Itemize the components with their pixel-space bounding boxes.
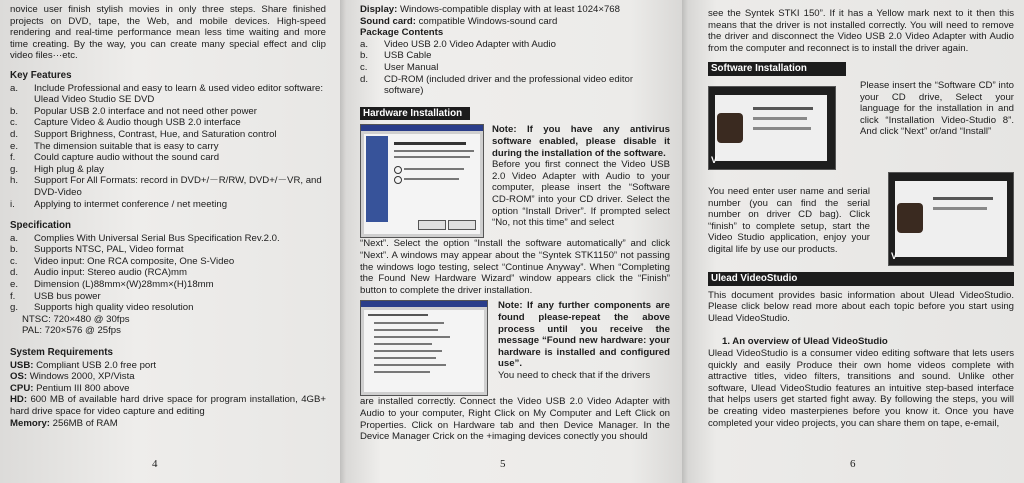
- device-manager-text: are installed correctly. Connect the Video USB 2.0 Video Adapter with Audio to your computer, Right Click on My Computer and Left Click on Properties. Click on Hardware tab and then Device Manager. In the Device Manager Crick on the +imaging devices conectly you should: [360, 396, 670, 443]
- list-item-text: Video USB 2.0 Video Adapter with Audio: [384, 38, 556, 50]
- specification-item: [10, 291, 326, 303]
- package-contents-heading: Package Contents: [360, 27, 444, 39]
- software-installation-heading: Software Installation: [708, 62, 846, 76]
- req-os: OS: Windows 2000, XP/Vista: [10, 371, 135, 383]
- key-feature-item: [10, 117, 326, 129]
- specification-item: [10, 302, 326, 314]
- list-marker: c.: [10, 255, 18, 267]
- list-marker: i.: [10, 198, 15, 210]
- req-display: Display: Windows-compatible display with at least 1024×768: [360, 4, 620, 15]
- list-item-text: Capture Video & Audio though USB 2.0 interface: [34, 117, 241, 129]
- key-feature-item: [10, 175, 326, 198]
- list-item-text: CD-ROM (included driver and the professional video editor software): [384, 73, 634, 97]
- key-feature-item: [10, 129, 326, 141]
- key-feature-item: [10, 83, 326, 106]
- page-5: [340, 0, 682, 483]
- list-item-text: The dimension suitable that is easy to carry: [34, 140, 219, 152]
- key-feature-item: [10, 152, 326, 164]
- list-marker: d.: [10, 267, 19, 279]
- specification-item: [10, 279, 326, 291]
- key-feature-item: [10, 141, 326, 153]
- specification-item: [10, 267, 326, 279]
- list-marker: f.: [10, 152, 16, 164]
- serial-number-text: You need enter user name and serial number (you can find the serial number on driver CD bag). Click “finish” to complete setup, start the Video Studio application, enjoy your digital life by use our products.: [708, 185, 870, 255]
- list-item-text: Popular USB 2.0 interface and not need other power: [34, 105, 257, 117]
- list-marker: f.: [10, 290, 16, 302]
- further-components-note: Note: If any further components are found please-repeat the above process until you receive the message “Found new hardware: your hardware is installed and configured use”.: [498, 300, 670, 370]
- pal-resolution: PAL: 720×576 @ 25fps: [22, 325, 121, 337]
- ulead-intro-text: This document provides basic information about Ulead VideoStudio. Please click below read more about each topic before you start using Ulead VideoStudio.: [708, 289, 1014, 324]
- hardware-installation-heading: Hardware Installation: [360, 107, 470, 121]
- list-marker: a.: [360, 38, 369, 50]
- key-features-heading: Key Features: [10, 69, 72, 81]
- list-marker: g.: [10, 163, 19, 175]
- req-cpu: CPU: Pentium III 800 above: [10, 382, 130, 394]
- list-marker: b.: [10, 244, 19, 256]
- ntsc-resolution: NTSC: 720×480 @ 30fps: [22, 313, 130, 325]
- package-item: [360, 39, 670, 51]
- package-item: [360, 62, 670, 74]
- list-item-text: Support Brighness, Contrast, Hue, and Saturation control: [34, 128, 277, 140]
- req-sound-card: Sound card: compatible Windows-sound card: [360, 15, 558, 27]
- key-feature-item: [10, 164, 326, 176]
- install-cd-screenshot: V: [708, 86, 836, 170]
- specification-item: [10, 256, 326, 268]
- page-number: 6: [850, 458, 856, 471]
- list-marker: c.: [10, 117, 18, 129]
- setup-complete-screenshot: V: [888, 172, 1014, 266]
- list-marker: h.: [10, 175, 19, 187]
- list-item-text: Supports high quality video resolution: [34, 302, 194, 314]
- list-marker: c.: [360, 61, 368, 73]
- page-4: [0, 0, 340, 483]
- list-item-text: User Manual: [384, 61, 439, 73]
- list-item-text: Supports NTSC, PAL, Video format: [34, 244, 184, 256]
- list-item-text: USB bus power: [34, 290, 101, 302]
- package-item: [360, 74, 670, 97]
- list-marker: a.: [10, 232, 19, 244]
- list-item-text: Support For All Formats: record in DVD+/－R/RW, DVD+/－VR, and DVD-Video: [34, 175, 322, 198]
- specification-list: [10, 233, 326, 314]
- hardware-install-text: Before you first connect the Video USB 2.0 Video Adapter with Audio to your computer, please insert the “Software CD-ROM” into your CD driver. Select the option “Install Driver”. If prompted select “No, not this time” and select: [492, 159, 670, 229]
- intro-paragraph: novice user finish stylish movies in only three steps. Share finished projects on DVD, tape, the Web, and mobile devices. High-speed rendering and real-time performance mean less time waiting and more time creating. By the way, you can create many special effect and clip video files···etc.: [10, 4, 326, 62]
- list-marker: e.: [10, 140, 19, 152]
- hardware-install-continued: “Next”. Select the option “Install the software automatically” and click “Next”. A windows may appear about the “Syntek STK1150” not passing the windows logo testing, select “Continue Anyway”. When “Completing the Found New Hardware Wizard” window appears click the “Finish” button to complete the driver installation.: [360, 238, 670, 296]
- list-marker: e.: [10, 279, 19, 291]
- list-marker: b.: [10, 105, 19, 117]
- specification-item: [10, 233, 326, 245]
- key-feature-item: [10, 106, 326, 118]
- key-feature-item: [10, 199, 326, 211]
- req-hd: HD: 600 MB of available hard drive space for program installation, 4GB+ hard drive space for video capture and editing: [10, 394, 326, 417]
- list-item-text: Applying to intermet conference / net meeting: [34, 198, 228, 210]
- specification-heading: Specification: [10, 220, 71, 232]
- list-marker: a.: [10, 82, 19, 94]
- page-6: [682, 0, 1024, 483]
- list-marker: g.: [10, 302, 19, 314]
- list-marker: d.: [10, 128, 19, 140]
- check-drivers-text: You need to check that if the drivers: [498, 369, 651, 381]
- page-number: 4: [152, 458, 158, 471]
- key-features-list: [10, 83, 326, 211]
- list-item-text: Include Professional and easy to learn & used video editor software: Ulead Video Studio SE DVD: [34, 82, 324, 106]
- list-item-text: Audio input: Stereo audio (RCA)mm: [34, 267, 188, 279]
- list-marker: b.: [360, 50, 369, 62]
- ulead-videostudio-heading: Ulead VideoStudio: [708, 272, 1014, 286]
- overview-text: Ulead VideoStudio is a consumer video editing software that lets users quickly and easily Produce their own home videos complete with attractive titles, video filters, transitions and sound. Unlike other software, Ulead VideoStudio features an intuitive step-based interface that helps users get started fight away. By following the steps, you will be creating video masterpienes before you know it. Once you have completed your video projects, you can share them on tape, e-email,: [708, 347, 1014, 429]
- specification-item: [10, 244, 326, 256]
- driver-wizard-screenshot: [360, 124, 484, 238]
- list-marker: d.: [360, 73, 369, 85]
- package-contents-list: [360, 39, 670, 97]
- list-item-text: Dimension (L)88mm×(W)28mm×(H)18mm: [34, 279, 214, 291]
- list-item-text: Could capture audio without the sound card: [34, 152, 220, 164]
- insert-cd-text: Please insert the “Software CD” into your CD drive, Select your language for the installation in and click “Installation Video-Studio 8”. And click “Next” or/and “Install”: [860, 79, 1014, 138]
- antivirus-note: Note: If you have any antivirus software enabled, please disable it during the installation of the software.: [492, 124, 670, 159]
- device-manager-screenshot: [360, 300, 488, 396]
- req-usb: USB: Compliant USB 2.0 free port: [10, 359, 157, 371]
- req-memory: Memory: 256MB of RAM: [10, 417, 118, 429]
- package-item: [360, 50, 670, 62]
- list-item-text: High plug & play: [34, 163, 104, 175]
- list-item-text: USB Cable: [384, 50, 432, 62]
- list-item-text: Complies With Universal Serial Bus Specification Rev.2.0.: [34, 232, 280, 244]
- system-requirements-heading: System Requirements: [10, 347, 113, 359]
- list-item-text: Video input: One RCA composite, One S-Video: [34, 255, 235, 267]
- overview-heading: 1. An overview of Ulead VideoStudio: [722, 336, 888, 348]
- page-number: 5: [500, 458, 506, 471]
- driver-check-paragraph: see the Syntek STKI 150”. If it has a Yellow mark next to it then this means that the driver is not installed correctly. You will need to remove the driver and disconnect the Video USB 2.0 Video Adapter with Audio from the computer and reconnect is to install the driver again.: [708, 8, 1014, 54]
